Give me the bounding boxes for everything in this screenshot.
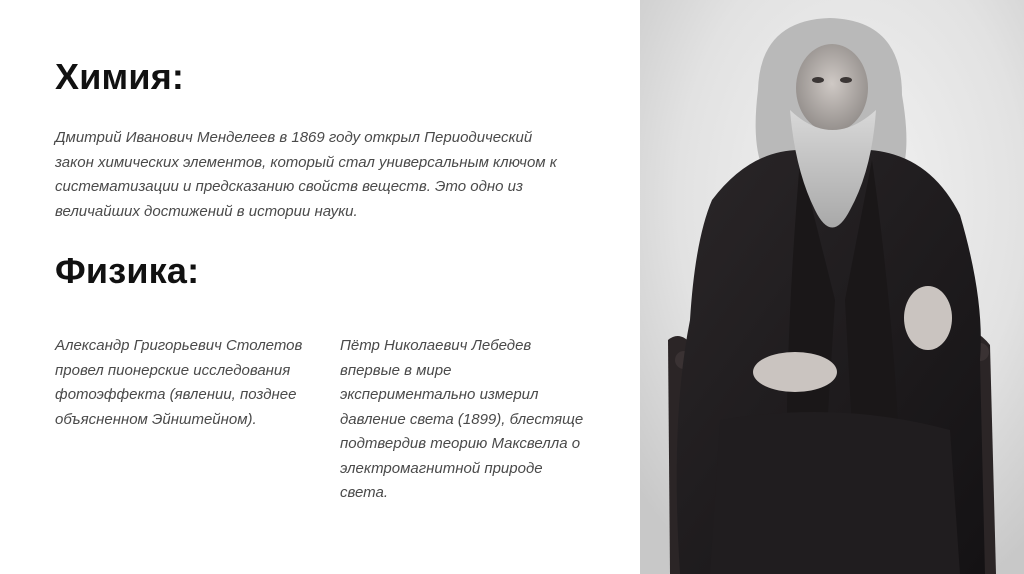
chemistry-paragraph: Дмитрий Иванович Менделеев в 1869 году открыл Периодический закон химических элементов, который стал универсальным ключом к систематизации и предсказанию свойств веществ. Это одно из величайших достижений в истории науки. [55,129,557,220]
mendeleev-portrait-photo [640,0,1024,574]
stoletov-paragraph: Александр Григорьевич Столетов провел пионерские исследования фотоэффекта (явлении, позднее объясненном Эйнштейном). [55,337,303,428]
chemistry-heading: Химия: [55,56,185,97]
lebedev-paragraph: Пётр Николаевич Лебедев впервые в мире экспериментально измерил давление света (1899), блестяще подтвердив теорию Максвелла о электромагнитной природе света. [340,337,584,501]
physics-heading: Физика: [55,250,200,291]
